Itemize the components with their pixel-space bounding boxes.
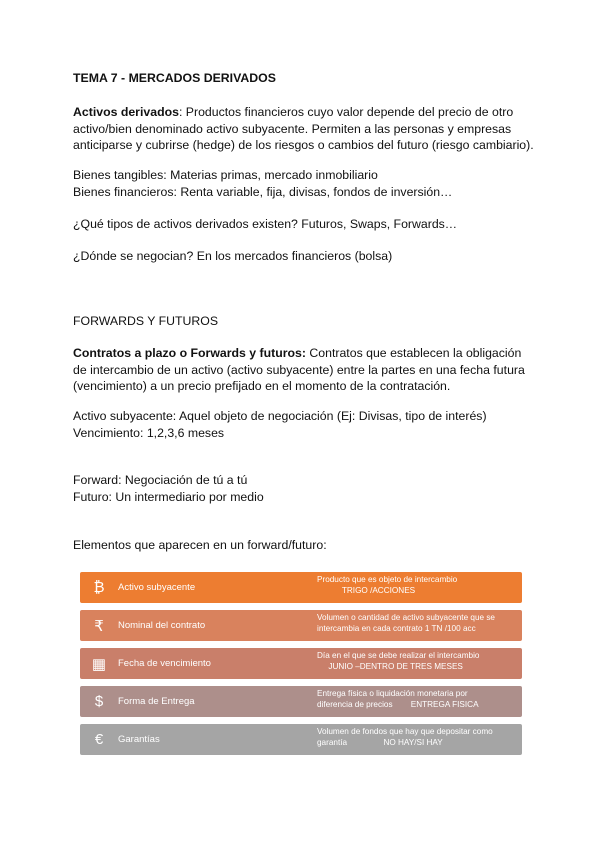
activos-line-3: anticiparse y cubrirse (hedge) de los riesgos o cambios del futuro (riesgo cambiario). [73, 138, 534, 152]
element-label: Nominal del contrato [118, 620, 206, 631]
section-heading: FORWARDS Y FUTUROS [73, 314, 219, 328]
calendar-icon: ▦ [91, 655, 107, 673]
element-description: Producto que es objeto de intercambio TRIGO /ACCIONES [317, 575, 458, 595]
question-donde: ¿Dónde se negocian? En los mercados financieros (bolsa) [73, 249, 393, 263]
forward-def: Forward: Negociación de tú a tú [73, 473, 248, 487]
element-row-forma-entrega [80, 686, 522, 717]
rupee-icon: ₹ [94, 617, 104, 635]
euro-icon: € [94, 731, 104, 748]
element-row-garantias [80, 724, 522, 755]
element-description: Día en el que se debe realizar el intercambio JUNIO –DENTRO DE TRES MESES [317, 651, 480, 671]
element-label: Forma de Entrega [118, 696, 195, 707]
futuro-def: Futuro: Un intermediario por medio [73, 489, 264, 504]
element-row-nominal [80, 610, 522, 641]
element-label: Garantías [118, 734, 160, 745]
activos-line-2: activo/bien denominado activo subyacente. Permiten a las personas y empresas [73, 121, 512, 136]
bienes-tangibles: Bienes tangibles: Materias primas, mercado inmobiliario [73, 168, 378, 182]
document-title: TEMA 7 - MERCADOS DERIVADOS [73, 71, 276, 85]
element-row-activo-subyacente [80, 572, 522, 603]
contratos-paragraph-line-1 [73, 345, 521, 362]
element-label: Fecha de vencimiento [118, 658, 211, 669]
activos-term: Activos derivados [73, 105, 179, 119]
contratos-line-3: (vencimiento) a un precio prefijado en el momento de la contratación. [73, 379, 451, 393]
bienes-financieros: Bienes financieros: Renta variable, fija, divisas, fondos de inversión… [73, 184, 453, 199]
activos-line-1: : Productos financieros cuyo valor depende del precio de otro [178, 105, 514, 119]
contratos-term: Contratos a plazo o Forwards y futuros: [73, 346, 306, 360]
bitcoin-icon: ₿ [93, 579, 105, 596]
vencimiento-def: Vencimiento: 1,2,3,6 meses [73, 425, 225, 440]
element-description: Volumen de fondos que hay que depositar como garantía NO HAY/SI HAY [317, 727, 493, 747]
element-label: Activo subyacente [118, 582, 196, 593]
element-row-fecha-vencimiento [80, 648, 522, 679]
question-tipos: ¿Qué tipos de activos derivados existen? Futuros, Swaps, Forwards… [73, 217, 458, 231]
activo-subyacente-def: Activo subyacente: Aquel objeto de negociación (Ej: Divisas, tipo de interés) [73, 409, 487, 423]
contratos-line-1: Contratos que establecen la obligación [305, 346, 522, 360]
element-description: Entrega física o liquidación monetaria por diferencia de precios ENTREGA FISICA [317, 689, 479, 709]
activos-paragraph-line-1 [73, 104, 513, 121]
elementos-intro: Elementos que aparecen en un forward/futuro: [73, 538, 327, 552]
dollar-icon: $ [94, 693, 104, 710]
element-description: Volumen o cantidad de activo subyacente que se intercambia en cada contrato 1 TN /100 acc [317, 613, 495, 633]
contratos-line-2: de intercambio de un activo (activo subyacente) entre la partes en una fecha futura [73, 362, 525, 377]
